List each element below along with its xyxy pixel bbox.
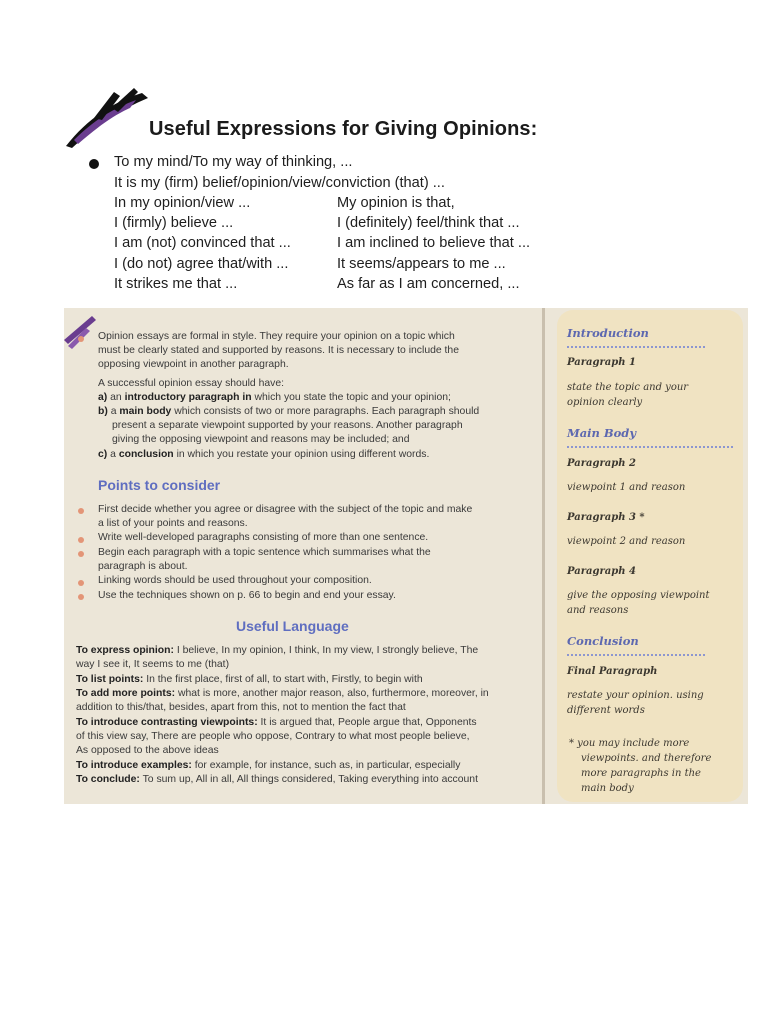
- opinion-essay-panel: [64, 308, 748, 804]
- expressions-title: Useful Expressions for Giving Opinions:: [149, 118, 538, 140]
- language-text: what is more, another major reason, also, furthermore, moreover, in: [175, 688, 489, 699]
- sidebar-note: * you may include more: [569, 738, 690, 749]
- language-label: To conclude:: [76, 774, 140, 785]
- point-line: Linking words should be used throughout your composition.: [98, 575, 372, 586]
- sidebar-note: main body: [581, 783, 634, 794]
- item-b-cont: giving the opposing viewpoint and reasons may be included; and: [112, 434, 410, 445]
- language-line: [76, 744, 219, 758]
- sidebar-text: opinion clearly: [567, 397, 643, 408]
- language-heading: Useful Language: [236, 618, 349, 634]
- bullet-icon: [89, 159, 99, 169]
- expression-line: To my mind/To my way of thinking, ...: [114, 154, 353, 170]
- sidebar-note: more paragraphs in the: [581, 768, 701, 779]
- expression-left: In my opinion/view ...: [114, 195, 251, 211]
- point-line: First decide whether you agree or disagree with the subject of the topic and make: [98, 504, 473, 515]
- language-label: To introduce contrasting viewpoints:: [76, 717, 258, 728]
- language-label: To add more points:: [76, 688, 176, 699]
- intro-line: must be clearly stated and supported by reasons. It is necessary to include the: [98, 345, 459, 356]
- points-heading: Points to consider: [98, 477, 221, 493]
- point-line: a list of your points and reasons.: [98, 518, 248, 529]
- sidebar-paragraph1: Paragraph 1: [567, 357, 636, 368]
- bullet-dot-icon: [78, 551, 84, 557]
- item-c: [98, 448, 429, 462]
- item-b: [98, 405, 479, 419]
- sidebar-text: restate your opinion. using: [567, 690, 704, 701]
- item-bold: main body: [119, 406, 172, 417]
- language-text: It is argued that, People argue that, Opponents: [257, 717, 477, 728]
- language-label: To list points:: [76, 674, 144, 685]
- dotted-divider: [567, 446, 733, 448]
- item-marker: c): [98, 449, 108, 460]
- language-line: [76, 730, 470, 744]
- language-line: [76, 644, 478, 658]
- dotted-divider: [567, 346, 705, 348]
- sidebar-paragraph2: Paragraph 2: [567, 458, 636, 469]
- item-bold: introductory paragraph in: [124, 392, 252, 403]
- expression-right: As far as I am concerned, ...: [337, 276, 520, 292]
- expression-right: It seems/appears to me ...: [337, 256, 506, 272]
- sidebar-paragraph4: Paragraph 4: [567, 566, 636, 577]
- expression-line: It is my (firm) belief/opinion/view/conviction (that) ...: [114, 175, 445, 191]
- sidebar-main-body: Main Body: [567, 426, 637, 440]
- language-text: of this view say, There are people who oppose, Contrary to what most people believe,: [76, 731, 470, 742]
- language-line: [76, 701, 406, 715]
- item-marker: b): [98, 406, 108, 417]
- language-text: addition to this/that, besides, apart from this, not to mention the fact that: [76, 702, 406, 713]
- sidebar-introduction: Introduction: [567, 326, 649, 340]
- language-label: To express opinion:: [76, 645, 174, 656]
- expression-left: I (firmly) believe ...: [114, 215, 234, 231]
- sidebar-paragraph3: Paragraph 3 *: [567, 512, 645, 523]
- language-text: As opposed to the above ideas: [76, 745, 219, 756]
- bullet-dot-icon: [78, 537, 84, 543]
- point-line: Use the techniques shown on p. 66 to begin and end your essay.: [98, 590, 396, 601]
- language-line: [76, 759, 460, 773]
- bullet-dot-icon: [78, 508, 84, 514]
- column-divider: [542, 308, 545, 804]
- expressions-section: [64, 88, 700, 300]
- point-line: Write well-developed paragraphs consisting of more than one sentence.: [98, 532, 429, 543]
- point-line: paragraph is about.: [98, 561, 188, 572]
- language-label: To introduce examples:: [76, 760, 192, 771]
- sidebar-text: viewpoint 1 and reason: [567, 482, 686, 493]
- language-line: [76, 687, 489, 701]
- intro-line: opposing viewpoint in another paragraph.: [98, 359, 289, 370]
- sidebar-final-paragraph: Final Paragraph: [567, 666, 658, 677]
- point-line: Begin each paragraph with a topic sentence which summarises what the: [98, 547, 431, 558]
- sidebar-text: viewpoint 2 and reason: [567, 536, 686, 547]
- essay-plan-sidebar: [557, 310, 743, 802]
- bullet-dot-icon: [78, 336, 84, 342]
- item-bold: conclusion: [118, 449, 174, 460]
- bullet-dot-icon: [78, 594, 84, 600]
- sidebar-text: different words: [567, 705, 645, 716]
- bullet-dot-icon: [78, 580, 84, 586]
- language-line: [76, 658, 229, 672]
- item-a: [98, 391, 451, 405]
- language-text: I believe, In my opinion, I think, In my view, I strongly believe, The: [173, 645, 479, 656]
- language-text: for example, for instance, such as, in particular, especially: [191, 760, 461, 771]
- item-pre: a: [110, 449, 116, 460]
- item-post: which you state the topic and your opinion;: [254, 392, 451, 403]
- language-line: [76, 773, 478, 787]
- language-line: [76, 716, 477, 730]
- expression-left: I (do not) agree that/with ...: [114, 256, 289, 272]
- item-post: which consists of two or more paragraphs. Each paragraph should: [174, 406, 480, 417]
- expression-right: I (definitely) feel/think that ...: [337, 215, 520, 231]
- language-text: In the first place, first of all, to start with, Firstly, to begin with: [143, 674, 423, 685]
- language-text: To sum up, All in all, All things considered, Taking everything into account: [139, 774, 478, 785]
- should-have-line: A successful opinion essay should have:: [98, 378, 284, 389]
- dotted-divider: [567, 654, 705, 656]
- expression-left: It strikes me that ...: [114, 276, 238, 292]
- sidebar-note: viewpoints. and therefore: [581, 753, 712, 764]
- expression-left: I am (not) convinced that ...: [114, 235, 291, 251]
- item-pre: a: [110, 406, 117, 417]
- sidebar-conclusion: Conclusion: [567, 634, 639, 648]
- expression-right: I am inclined to believe that ...: [337, 235, 531, 251]
- expression-right: My opinion is that,: [337, 195, 455, 211]
- sidebar-text: state the topic and your: [567, 382, 689, 393]
- sidebar-text: give the opposing viewpoint: [567, 590, 710, 601]
- intro-line: Opinion essays are formal in style. They require your opinion on a topic which: [98, 331, 455, 342]
- item-post: in which you restate your opinion using different words.: [176, 449, 430, 460]
- sidebar-text: and reasons: [567, 605, 629, 616]
- item-pre: an: [110, 392, 122, 403]
- item-marker: a): [98, 392, 108, 403]
- brush-stroke-icon: [64, 88, 154, 148]
- language-line: [76, 673, 423, 687]
- language-text: way I see it, It seems to me (that): [76, 659, 230, 670]
- item-b-cont: present a separate viewpoint supported by your reasons. Another paragraph: [112, 420, 463, 431]
